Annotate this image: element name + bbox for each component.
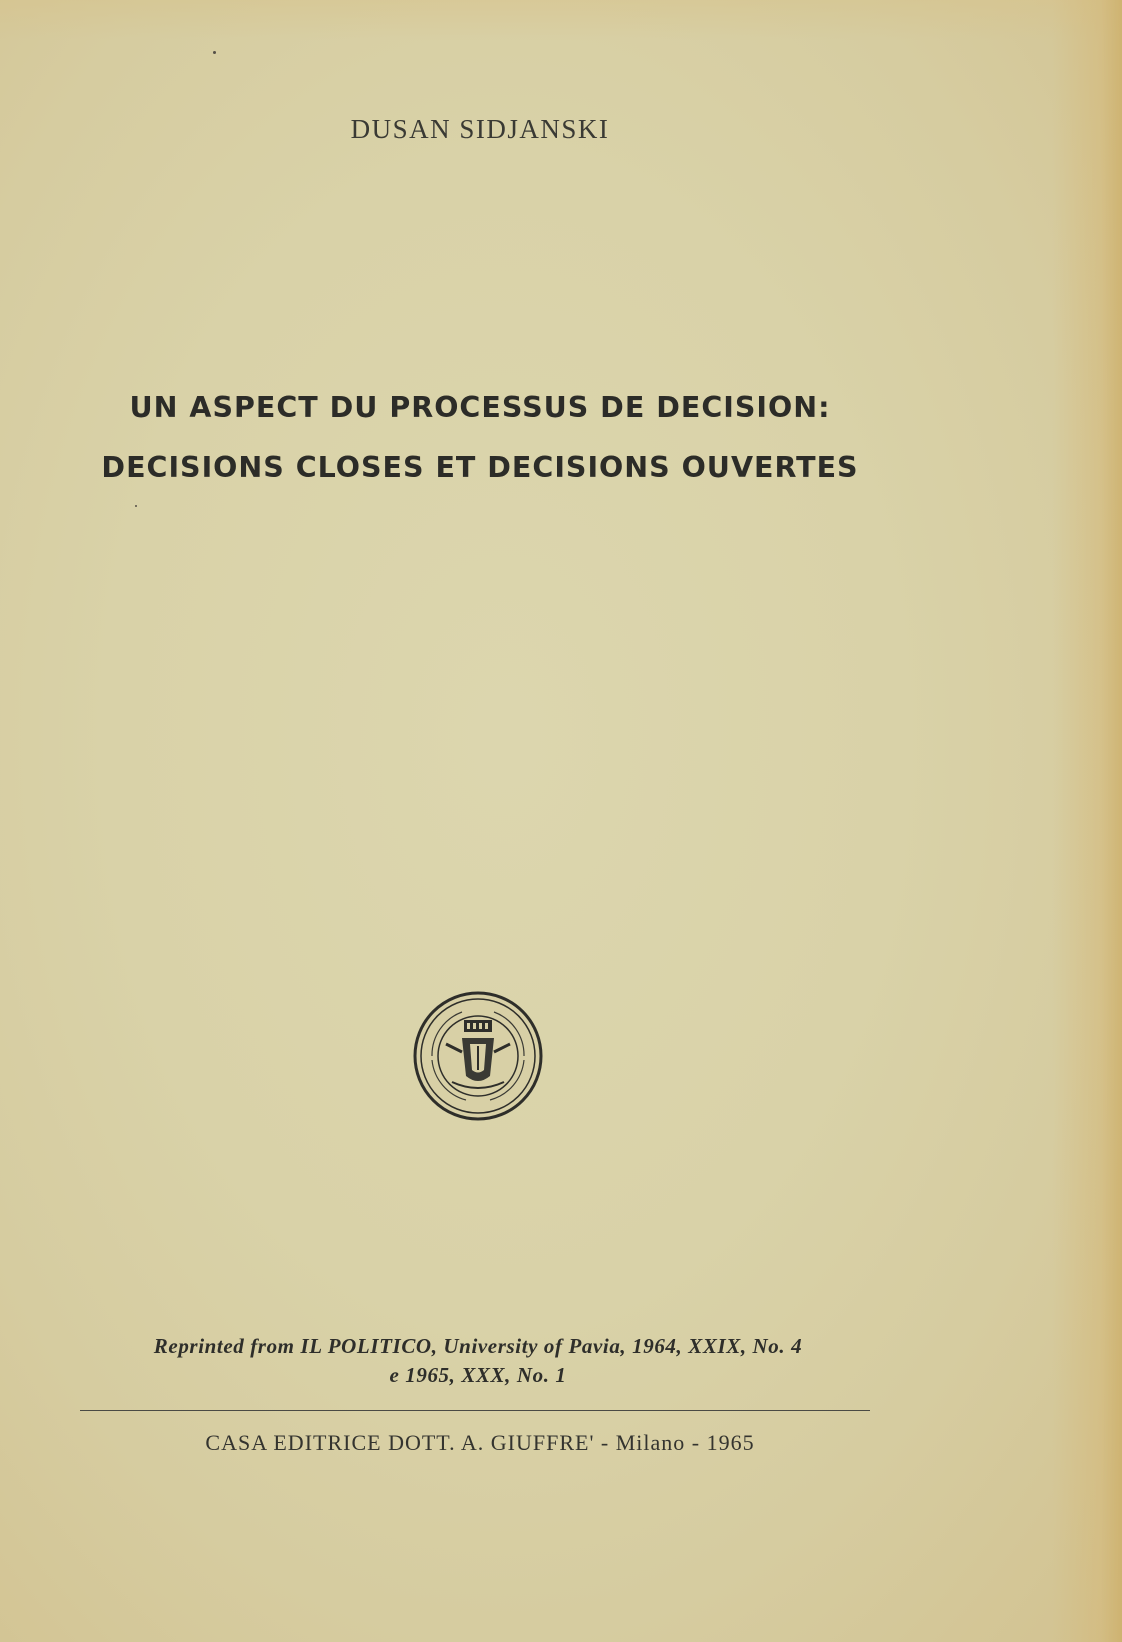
paper-speck	[135, 505, 137, 507]
paper-speck	[213, 51, 216, 54]
divider-rule	[80, 1410, 870, 1411]
reprint-note	[70, 1332, 886, 1390]
publisher-line: CASA EDITRICE DOTT. A. GIUFFRE' - Milano - 1965	[205, 1430, 755, 1455]
document-title	[60, 378, 900, 498]
reprint-line-1: Reprinted from IL POLITICO, University of Pavia, 1964, XXIX, No. 4	[153, 1334, 803, 1358]
university-seal-icon	[412, 990, 544, 1122]
paper-edge-right	[1052, 0, 1122, 1642]
paper-edge-top	[0, 0, 1122, 40]
title-line-2: DECISIONS CLOSES ET DECISIONS OUVERTES	[101, 451, 859, 484]
reprint-line-2: e 1965, XXX, No. 1	[389, 1363, 567, 1387]
title-line-1: UN ASPECT DU PROCESSUS DE DECISION:	[129, 391, 831, 424]
author-name: DUSAN SIDJANSKI	[350, 114, 610, 144]
